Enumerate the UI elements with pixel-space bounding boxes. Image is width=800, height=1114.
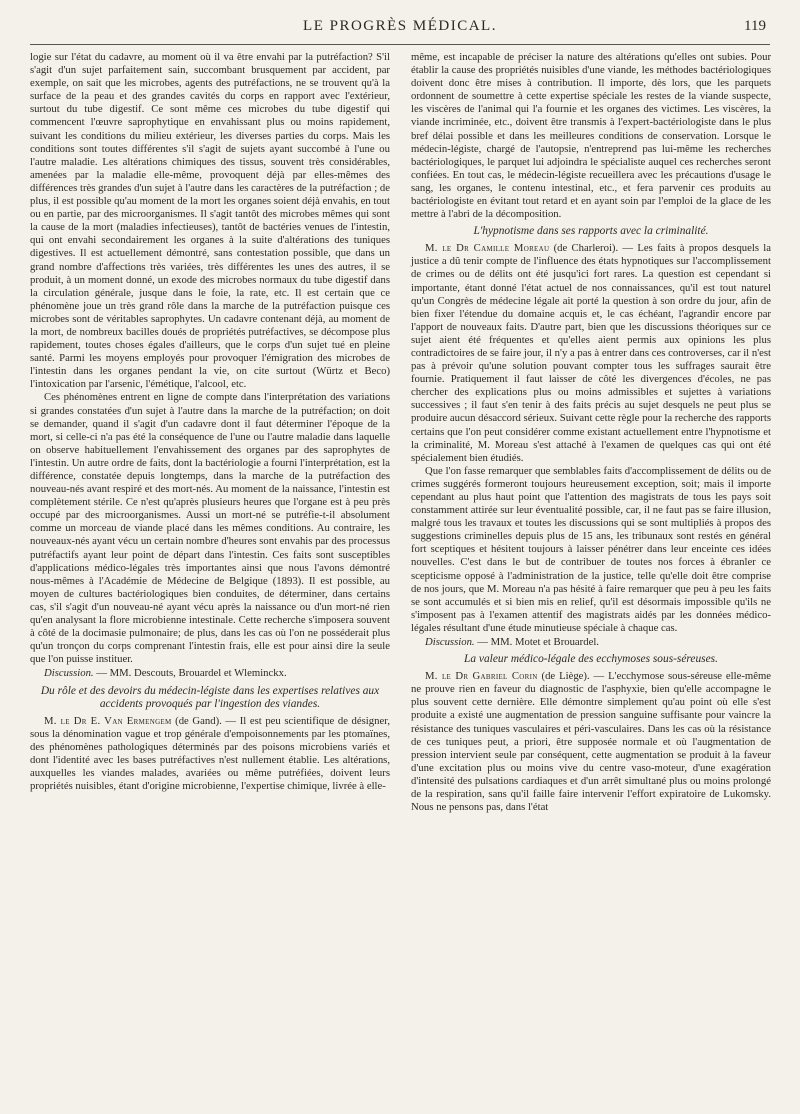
paragraph: logie sur l'état du cadavre, au moment où il va être envahi par la putréfaction? S'il s'agit d'un sujet parfaitement sain, succombant brusquement par accident, par exemple, on sait que les microbes, agents des putréfactions, ne se trouvent qu'à la surface de la peau et des grandes cavités du corps en rapport avec l'extérieur, surtout du tube digestif. Ce sont même ces microbes du tube digestif qui commencent l'œuvre saprophytique en envahissant plus ou moins rapidement, suivant les conditions du milieu extérieur, les diverses parties du corps. Mais les conditions sont toutes différentes s'il s'agit de sujets ayant succombé à l'une ou l'autre maladie. Les altérations chimiques des tissus, souvent très considérables, amenées par la maladie elle-même, provoquent déjà par elles-mêmes des différences très grandes d'un sujet à l'autre dans les caractères de la putréfaction ; de plus, il est possible qu'au moment de la mort les organes soient déjà envahis, en tout ou en partie, par des microorganismes. Il s'agit tantôt des microbes mêmes qui sont la cause de la mort (maladies infectieuses), tantôt de bactéries venues de l'intestin, qui ont envahi secondairement les organes à la suite d'altérations des tuniques digestives. Il est actuellement démontré, sans contestation possible, que dans un grand nombre d'affections très variées, très différentes les unes des autres, il se produit, à un moment donné, un exode des microbes normaux du tube digestif dans la circulation générale, jusque dans le foie, la rate, etc. Il est certain que ce phénomène joue un très grand rôle dans la marche de la putréfaction puisque ces microbes sont de véritables saprophytes. Un cadavre contenant déjà, au moment de la mort, de nombreux bacilles doués de propriétés putréfactives, se décompose plus rapidement, toutes choses égales d'ailleurs, que le corps d'un sujet tué en pleine santé. Parmi les moyens employés pour provoquer l'émigration des microbes de l'intestin dans les organes pendant la vie, on cite surtout (Würtz et Beco) l'intoxication par l'arsenic, l'émétique, l'alcool, etc. xyxy=(30,51,390,391)
discussion-label: Discussion. xyxy=(425,636,475,649)
page-number: 119 xyxy=(744,18,766,34)
page-header xyxy=(0,0,800,46)
discussion-line xyxy=(411,636,771,649)
discussion-line xyxy=(30,667,390,680)
paragraph xyxy=(30,715,390,794)
discussion-names: — MM. Motet et Brouardel. xyxy=(477,636,599,649)
discussion-label: Discussion. xyxy=(44,667,94,680)
paragraph xyxy=(411,242,771,465)
paragraph: même, est incapable de préciser la nature des altérations qu'elles ont subies. Pour établir la cause des propriétés nuisibles d'une viande, les méthodes bactériologiques doivent donc être mises à contribution. Il importe, dès lors, que les parquets ordonnent de soumettre à cette expertise spéciale les restes de la viande suspecte, les viscères de l'animal qui l'a fournie et les organes des victimes. Les viscères, la viande incriminée, etc., doivent être transmis à l'expert-bactériologiste dans le plus bref délai possible et dans les meilleures conditions de conservation. Lorsque le médecin-légiste, chargé de l'autopsie, n'entreprend pas lui-même les recherches bactériologiques, le parquet lui adjoindra le spécialiste auquel ces recherches seront confiées. En tout cas, le médecin-légiste recueillera avec les précautions d'usage le sang, les organes, le contenu intestinal, etc., et fera parvenir ces produits au bactériologiste en évitant tout retard et en ayant soin par l'emploi de la glace de les mettre à l'abri de la décomposition. xyxy=(411,51,771,221)
paragraph-text: (de Charleroi). — Les faits à propos desquels la justice a dû tenir compte de l'influence des états hypnotiques sur l'accomplissement de crimes ou de délits ont été jusqu'ici fort rares. La question est cependant si importante, étant donné l'état actuel de nos connaissances, qu'il est tout naturel qu'un Congrès de médecine légale ait porté la question à son ordre du jour, afin de bien fixer l'étendue du domaine acquis et, le cas échéant, l'agrandir encore par l'apport de nouveaux faits. D'autre part, bien que les discussions théoriques sur ce sujet aient été fréquentes et qu'elles aient permis aux opinions les plus contradictoires de se faire jour, il n'y a pas à entrer dans ces controverses, car il n'est pas à prévoir qu'une solution pouvant compter tous les suffrages saurait être fournie. Pratiquement il faut laisser de côté les divergences d'écoles, ne pas chercher des explications plus ou moins admissibles et sujettes à variations successives ; il faut s'en tenir à des faits précis au sujet desquels ne peut plus se produire aucun désaccord sérieux. Suivant cette règle pour la recherche des rapports certains que l'on peut considérer comme existant actuellement entre l'hypnotisme et la criminalité, M. Moreau s'est attaché à l'examen de quelques cas qui ont été spécialement bien étudiés. xyxy=(411,242,771,464)
running-title: LE PROGRÈS MÉDICAL. xyxy=(303,18,497,34)
section-heading: L'hypnotisme dans ses rapports avec la criminalité. xyxy=(473,225,709,238)
author-name: M. le Dr Camille Moreau xyxy=(425,242,550,255)
header-rule xyxy=(30,44,770,45)
right-column xyxy=(411,51,771,814)
discussion-names: — MM. Descouts, Brouardel et Wleminckx. xyxy=(96,667,287,680)
paragraph-text: (de Liège). — L'ecchymose sous-séreuse elle-même ne prouve rien en faveur du diagnostic de l'asphyxie, bien qu'elle accompagne le plus souvent cette dernière. Elle démontre simplement qu'au point où elle s'est produite a existé une augmentation de pression sanguine suffisante pour vaincre la résistance des tuniques vasculaires et péri-vasculaires. Dans les cas où la résistance de ces tuniques peut, a priori, être supposée normale et où l'augmentation de pression intervient seule par conséquent, cette augmentation se produit à la faveur d'une excitation plus ou moins vive du centre vaso-moteur, d'une exagération d'intensité des pulsations cardiaques et d'un arrêt simultané plus ou moins prolongé de la respiration, sans qu'il faille faire intervenir l'effort expiratoire de Lukomsky. Nous ne pensons pas, dans l'état xyxy=(411,670,772,814)
section-heading: Du rôle et des devoirs du médecin-légiste dans les expertises relatives aux accidents provoqués par l'ingestion des viandes. xyxy=(40,684,380,710)
section-heading: La valeur médico-légale des ecchymoses sous-séreuses. xyxy=(464,653,718,666)
author-name: M. le Dr E. Van Ermengem xyxy=(44,714,172,727)
paragraph: Que l'on fasse remarquer que semblables faits d'accomplissement de délits ou de crimes suggérés formeront toujours heureusement exception, soit; mais il importe cependant au plus haut point que l'attention des magistrats de tous les pays soit constamment attirée sur leur éventualité possible, car, il ne faut pas se faire illusion, malgré tous les travaux et toutes les discussions qui se sont multipliés à propos des suggestions criminelles depuis plus de 15 ans, les tribunaux sont restés en général fort sceptiques et hésitent toujours à laisser pénétrer dans leur enceinte ces idées nouvelles. C'est dans le but de contribuer de toutes nos forces à ébranler ce scepticisme opposé à l'administration de la justice, telle qu'elle doit être comprise de nos jours, que M. Moreau n'a pas hésité à faire remarquer que peu à peu les faits se sont accumulés et si bien mis en relief, qu'il est désormais impossible qu'ils ne s'imposent pas à l'examen attentif des magistrats aidés par les données médico-légales résultant d'une étude minutieuse spéciale à chaque cas. xyxy=(411,464,771,634)
left-column xyxy=(30,51,390,793)
paragraph xyxy=(411,670,771,814)
paragraph-text: (de Gand). — Il est peu scientifique de désigner, sous la dénomination vague et trop générale d'empoisonnements par les ptomaïnes, des phénomènes pathologiques déterminés par des poisons microbiens variés et dont l'identité avec les bases putréfactives n'est nullement établie. Les altérations, auxquelles les viandes malades, avariées ou même putréfiées, doivent leurs propriétés nuisibles, étant d'origine microbienne, l'expertise chimique, livrée à elle- xyxy=(30,714,390,792)
paragraph: Ces phénomènes entrent en ligne de compte dans l'interprétation des variations si grandes constatées d'un sujet à l'autre dans la marche de la putréfaction; on doit se demander, quand il s'agit d'un cadavre dont il faut déterminer l'époque de la mort, si celle-ci n'a pas été la conséquence de l'une ou l'autre maladie dans laquelle on observe habituellement l'envahissement des organes par des saprophytes de l'intestin. Un autre ordre de faits, dont la bactériologie a fourni l'interprétation, est la différence, constatée depuis longtemps, dans la marche de la putréfaction des nouveau-nés avant respiré et des mort-nés. Au moment de la naissance, l'intestin est complètement stérile. Ce n'est qu'après plusieurs heures que l'organe est à peu près occupé par des microorganismes. Aussi un mort-né se putréfie-t-il absolument comme un morceau de viande placé dans les mêmes conditions. Au contraire, les nouveaux-nés ayant vécu un certain nombre d'heures sont envahis par des processus putréfactifs ayant leur point de départ dans l'intestin. Ces faits sont susceptibles d'applications médico-légales très importantes ainsi que nous l'avons démontré nous-mêmes à l'Académie de Médecine de Belgique (1893). Il est possible, au moyen de cultures bactériologiques bien conduites, de déterminer, dans certains cas, s'il s'agit d'un nouveau-né ayant vécu après la naissance ou d'un mort-né rien qu'en analysant la flore microbienne intestinale. Cette recherche s'imposera souvent à côté de la docimasie pulmonaire; de plus, dans les cas où l'on ne posséderait plus qu'un tronçon du corps comprenant l'intestin frais, elle est pour ainsi dire la seule que l'on puisse instituer. xyxy=(30,391,390,666)
author-name: M. le Dr Gabriel Corin xyxy=(425,670,538,683)
